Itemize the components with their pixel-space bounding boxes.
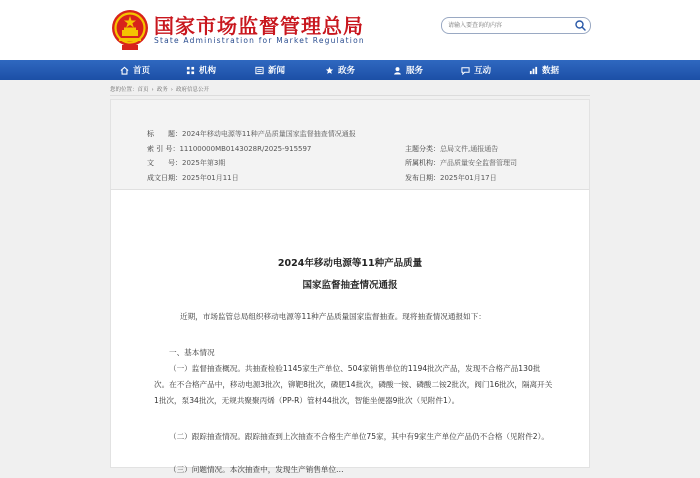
article-paragraph: （三）问题情况。本次抽查中，发现生产销售单位… [169, 465, 344, 474]
meta-published-label: 发布日期： [405, 174, 440, 182]
meta-docno-label: 文 号： [147, 159, 182, 167]
nav-interact[interactable] [461, 60, 491, 80]
meta-docno-row [147, 158, 225, 168]
nav-gov-label: 政务 [338, 66, 356, 76]
nav-service-label: 服务 [406, 66, 424, 76]
nav-news[interactable] [255, 60, 285, 80]
nav-data[interactable] [529, 60, 559, 80]
breadcrumb-gov[interactable]: 政务 [156, 87, 168, 93]
article-section-heading: 一、基本情况 [169, 348, 215, 357]
service-icon [393, 66, 402, 75]
breadcrumb-home[interactable]: 您的位置：首页 [110, 87, 149, 93]
search-icon[interactable] [574, 19, 587, 32]
content-panel [110, 99, 590, 474]
meta-category-label: 主题分类： [405, 145, 440, 153]
meta-written-value: 2025年01月11日 [182, 174, 239, 182]
meta-category-row [405, 144, 498, 154]
meta-docno-value: 2025年第3期 [182, 159, 226, 167]
breadcrumb-divider [110, 95, 590, 96]
data-icon [529, 66, 538, 75]
search-input[interactable] [448, 19, 566, 32]
breadcrumb-disclosure[interactable]: 政府信息公开 [175, 87, 209, 93]
gov-icon [325, 66, 334, 75]
nav-org-label: 机构 [199, 66, 217, 76]
breadcrumb-separator: › [151, 87, 154, 93]
meta-published-value: 2025年01月17日 [440, 174, 497, 182]
home-icon [120, 66, 129, 75]
nav-home-label: 首页 [133, 66, 151, 76]
meta-written-row [147, 173, 239, 183]
meta-org-value: 产品质量安全监督管理司 [440, 159, 517, 167]
meta-title-label: 标 题： [147, 130, 182, 138]
nav-org[interactable] [186, 60, 216, 80]
article-title-line-2: 国家监督抽查情况通报 [302, 280, 398, 291]
search-box [441, 17, 591, 34]
nav-home[interactable] [120, 60, 150, 80]
meta-index-row [147, 144, 311, 154]
nav-gov[interactable] [325, 60, 355, 80]
main-nav [0, 60, 700, 80]
nav-news-label: 新闻 [268, 66, 286, 76]
national-emblem-icon [110, 8, 150, 52]
document-meta [111, 100, 589, 190]
article-paragraph: （一）监督抽查概况。共抽查检验1145家生产单位、504家销售单位的1194批次产品，发现不合格产品130批次。在不合格产品中，移动电源3批次，铆靶8批次，磷肥14批次，磷酸一铵、磷酸二铵2批次，阀门16批次，隔离开关1批次，泵34批次，无规共聚聚丙烯（PP-R）管材44批次，智能坐便器9批次（见附件1）。 [154, 364, 553, 405]
meta-org-row [405, 158, 517, 168]
meta-org-label: 所属机构： [405, 159, 440, 167]
site-header [0, 0, 700, 60]
nav-service[interactable] [393, 60, 423, 80]
site-title: 国家市场监督管理总局 [154, 14, 364, 38]
article-paragraph: （二）跟踪抽查情况。跟踪抽查到上次抽查不合格生产单位75家，其中有9家生产单位产品仍不合格（见附件2）。 [169, 432, 550, 441]
nav-data-label: 数据 [542, 66, 560, 76]
meta-index-value: 11100000MB0143028R/2025-915597 [179, 145, 312, 153]
interact-icon [461, 66, 470, 75]
meta-category-value: 总局文件,通报通告 [440, 145, 499, 153]
breadcrumb [110, 85, 212, 93]
nav-interact-label: 互动 [474, 66, 492, 76]
news-icon [255, 66, 264, 75]
meta-written-label: 成文日期： [147, 174, 182, 182]
meta-title-row [147, 129, 356, 139]
site-subtitle: State Administration for Market Regulation [154, 36, 365, 45]
meta-index-label: 索 引 号： [147, 145, 180, 153]
meta-published-row [405, 173, 497, 183]
meta-title-value: 2024年移动电源等11种产品质量国家监督抽查情况通报 [182, 130, 356, 138]
org-icon [186, 66, 195, 75]
breadcrumb-separator: › [170, 87, 173, 93]
article-paragraph: 近期，市场监管总局组织移动电源等11种产品质量国家监督抽查。现将抽查情况通报如下： [180, 312, 486, 321]
article-title-line-1: 2024年移动电源等11种产品质量 [277, 258, 423, 269]
